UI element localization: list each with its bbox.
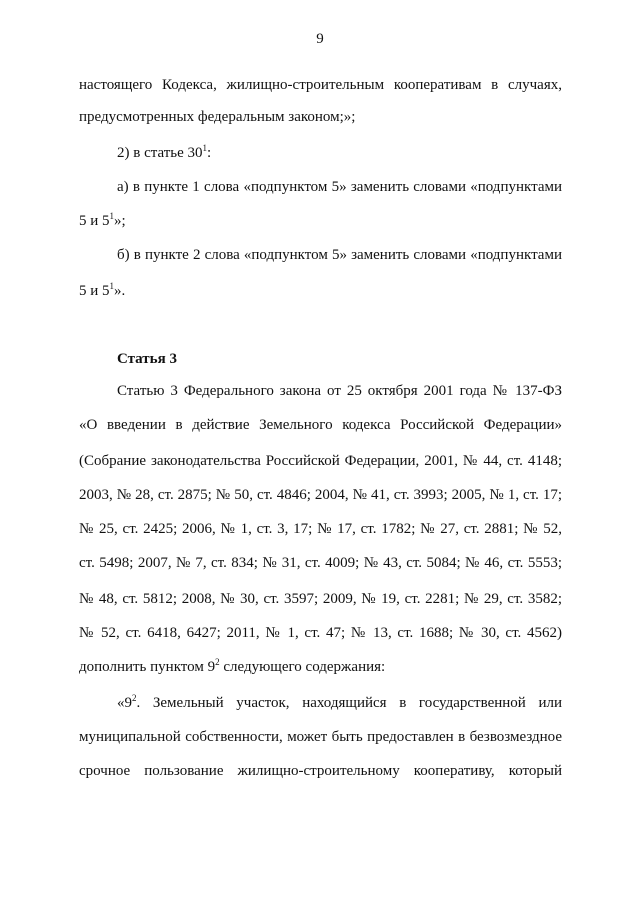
text-fragment: 5 и 5 <box>79 283 110 299</box>
text-fragment: : <box>207 145 212 161</box>
text-line: б) в пункте 2 слова «подпунктом 5» заменить словами «подпунктами <box>117 247 562 263</box>
text-line: № 48, ст. 5812; 2008, № 30, ст. 3597; 2009, № 19, ст. 2281; № 29, ст. 3582; <box>79 591 562 607</box>
text-fragment: . Земельный участок, находящийся в государственной или <box>136 695 562 711</box>
text-fragment: »; <box>114 213 126 229</box>
superscript: 1 <box>109 211 115 221</box>
text-line <box>79 211 126 231</box>
text-line: «О введении в действие Земельного кодекса Российской Федерации» <box>79 417 562 433</box>
text-fragment: 2) в статье 30 <box>117 145 203 161</box>
text-line <box>117 693 562 713</box>
text-line: № 25, ст. 2425; 2006, № 1, ст. 3, 17; № 17, ст. 1782; № 27, ст. 2881; № 52, <box>79 521 562 537</box>
superscript: 2 <box>215 657 220 667</box>
text-fragment: 5 и 5 <box>79 213 110 229</box>
text-line: № 52, ст. 6418, 6427; 2011, № 1, ст. 47; № 13, ст. 1688; № 30, ст. 4562) <box>79 625 562 641</box>
text-line: (Собрание законодательства Российской Федерации, 2001, № 44, ст. 4148; <box>79 453 562 469</box>
text-line: ст. 5498; 2007, № 7, ст. 834; № 31, ст. 4009; № 43, ст. 5084; № 46, ст. 5553; <box>79 555 562 571</box>
text-line <box>79 657 385 677</box>
superscript: 1 <box>202 143 208 153</box>
superscript: 2 <box>132 693 137 703</box>
text-line: Статью 3 Федерального закона от 25 октября 2001 года № 137-ФЗ <box>117 383 562 399</box>
text-fragment: дополнить пунктом 9 <box>79 659 216 675</box>
text-line: настоящего Кодекса, жилищно-строительным кооперативам в случаях, <box>79 77 562 93</box>
text-line: 2003, № 28, ст. 2875; № 50, ст. 4846; 2004, № 41, ст. 3993; 2005, № 1, ст. 17; <box>79 487 562 503</box>
text-fragment: следующего содержания: <box>219 659 386 675</box>
page-number: 9 <box>316 31 324 47</box>
text-fragment: «9 <box>117 695 132 711</box>
text-line: муниципальной собственности, может быть предоставлен в безвозмездное <box>79 729 562 745</box>
text-line: а) в пункте 1 слова «подпунктом 5» заменить словами «подпунктами <box>117 179 562 195</box>
superscript: 1 <box>109 281 115 291</box>
text-line: предусмотренных федеральным законом;»; <box>79 109 356 125</box>
article-heading: Статья 3 <box>117 351 177 367</box>
text-line: срочное пользование жилищно-строительному кооперативу, который <box>79 763 562 779</box>
text-fragment: ». <box>114 283 126 299</box>
text-line <box>117 143 211 163</box>
text-line <box>79 281 125 301</box>
